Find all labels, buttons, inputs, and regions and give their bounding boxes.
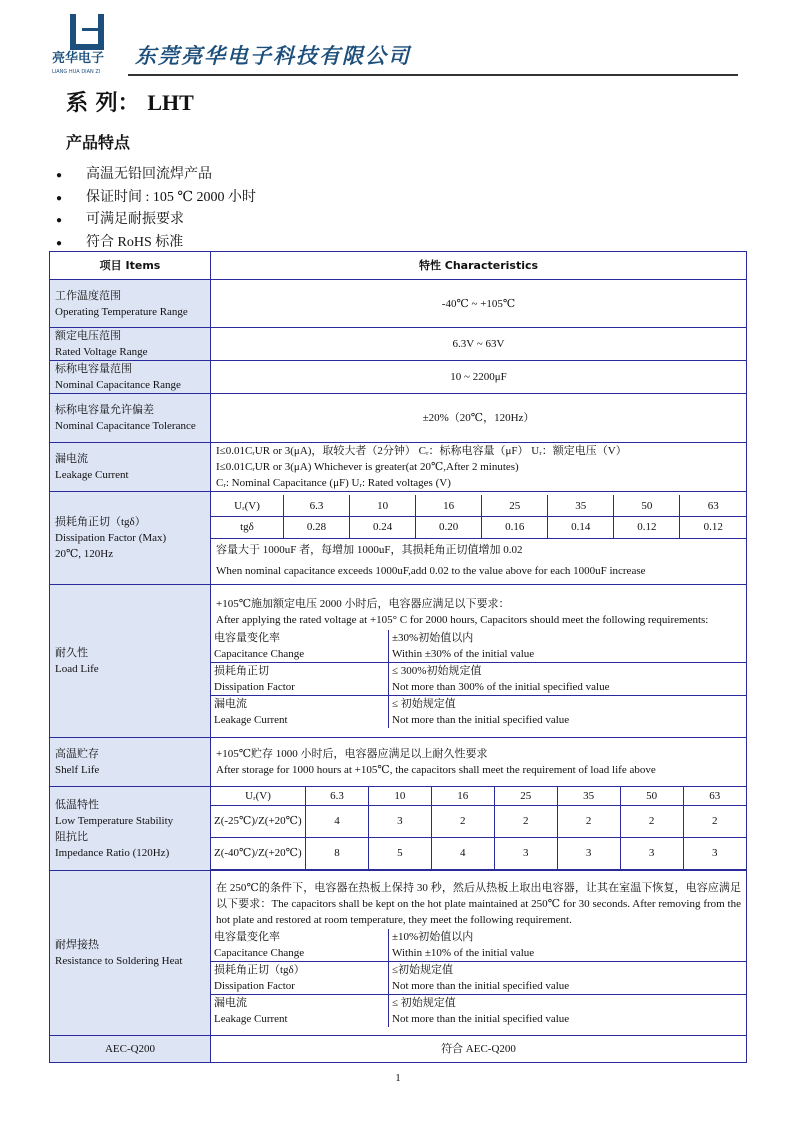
voltage-cell: 10 — [368, 787, 431, 805]
df-note-en: When nominal capacitance exceeds 1000uF,add 0.02 to the value above for each 1000uF increase — [216, 564, 646, 577]
criteria-name — [211, 961, 389, 994]
table-header — [50, 252, 747, 280]
criteria-row — [211, 696, 746, 729]
text-line: I≤0.01CᵣUR or 3(μA) Whichever is greater(at 20℃,After 2 minutes) — [216, 461, 519, 473]
load-intro — [211, 594, 746, 630]
value-cn: ≤ 初始规定值 — [392, 698, 456, 710]
row-leakage — [50, 443, 747, 492]
ratio-cell: 3 — [368, 805, 431, 837]
voltage-cell: 6.3 — [306, 787, 369, 805]
criteria-cn: 电容量变化率 — [214, 632, 280, 644]
label-condition: 20℃, 120Hz — [55, 548, 114, 560]
label-cn: 耐焊接热 — [55, 939, 99, 951]
label-en: Leakage Current — [55, 469, 129, 481]
row-label — [50, 361, 211, 394]
feature-text: 符合 RoHS 标准 — [86, 234, 184, 250]
header-items: 项目 Items — [50, 252, 211, 280]
feature-text: 保证时间 : 105 ℃ 2000 小时 — [86, 189, 257, 205]
value-en: Within ±30% of the initial value — [392, 648, 535, 660]
ratio-cell: 2 — [683, 805, 746, 837]
ratio-cell: 2 — [494, 805, 557, 837]
ur-label: Uᵣ(V) — [211, 787, 306, 805]
row-label — [50, 492, 211, 585]
label-cn: 损耗角正切（tgδ） — [55, 516, 146, 528]
feature-text: 高温无铅回流焊产品 — [86, 167, 212, 182]
value-cn: ≤ 初始规定值 — [392, 996, 456, 1009]
value-en: Not more than the initial specified value — [392, 979, 570, 992]
label-en: Nominal Capacitance Range — [55, 379, 181, 391]
label-cn: 高温贮存 — [55, 748, 99, 760]
criteria-value — [389, 663, 747, 696]
ratio-label: Z(-40℃)/Z(+20℃) — [211, 837, 306, 869]
feature-text: 可满足耐振要求 — [86, 212, 184, 227]
logo-text: 亮华电子 — [52, 51, 105, 66]
criteria-name — [211, 929, 389, 962]
label-cn: 额定电压范围 — [55, 330, 121, 342]
criteria-en: Dissipation Factor — [214, 681, 295, 693]
spec-section — [49, 251, 747, 1085]
criteria-cn: 漏电流 — [214, 698, 247, 710]
shelf-en: After storage for 1000 hours at +105℃, the capacitors shall meet the requirement of load life above — [216, 764, 656, 776]
features-list — [56, 164, 256, 254]
criteria-name — [211, 696, 389, 729]
series-label: 系 列： — [66, 91, 140, 116]
row-label — [50, 280, 211, 328]
label-en: Shelf Life — [55, 764, 100, 776]
criteria-name — [211, 994, 389, 1027]
ratio-cell: 3 — [557, 837, 620, 869]
criteria-row — [211, 961, 746, 994]
label-en2: Impedance Ratio (120Hz) — [55, 846, 170, 859]
row-low-temperature — [50, 787, 747, 871]
voltage-cell: 35 — [557, 787, 620, 805]
value-cn: ±30%初始值以内 — [392, 632, 474, 644]
row-label — [50, 871, 211, 1036]
row-label — [50, 787, 211, 871]
ratio-cell: 2 — [620, 805, 683, 837]
ratio-cell: 2 — [557, 805, 620, 837]
ratio-cell: 5 — [368, 837, 431, 869]
ratio-cell: 3 — [683, 837, 746, 869]
label-en: Operating Temperature Range — [55, 305, 188, 318]
ratio-cell: 4 — [431, 837, 494, 869]
value-en: Not more than the initial specified value — [392, 1012, 570, 1025]
criteria-en: Dissipation Factor — [214, 979, 295, 992]
row-value: 符合 AEC-Q200 — [211, 1036, 747, 1063]
text-line: Cᵣ: Nominal Capacitance (μF) Uᵣ: Rated voltages (V) — [216, 477, 451, 489]
value-cn: ≤ 300%初始规定值 — [392, 665, 482, 677]
feature-item — [56, 164, 256, 187]
row-tolerance — [50, 394, 747, 443]
value-cn: ±10%初始值以内 — [392, 930, 474, 943]
row-temperature — [50, 280, 747, 328]
criteria-row — [211, 994, 746, 1027]
label-cn2: 阻抗比 — [55, 830, 88, 843]
bullet-icon: ● — [56, 170, 63, 181]
row-value — [211, 738, 747, 787]
lt-voltage-row — [211, 787, 746, 805]
label-en: Dissipation Factor (Max) — [55, 532, 167, 544]
df-table — [211, 495, 746, 539]
tg-cell: 0.12 — [680, 516, 746, 538]
row-capacitance — [50, 361, 747, 394]
ratio-cell: 4 — [306, 805, 369, 837]
shelf-cn: +105℃贮存 1000 小时后，电容器应满足以上耐久性要求 — [216, 748, 488, 760]
row-value — [211, 492, 747, 585]
voltage-cell: 50 — [620, 787, 683, 805]
impedance-table — [211, 787, 746, 870]
voltage-cell: 16 — [416, 495, 482, 516]
voltage-cell: 63 — [683, 787, 746, 805]
row-dissipation — [50, 492, 747, 585]
features-title: 产品特点 — [66, 133, 131, 152]
company-logo — [50, 14, 122, 76]
ratio-cell: 8 — [306, 837, 369, 869]
criteria-en: Capacitance Change — [214, 946, 305, 959]
label-en: Load Life — [55, 663, 99, 675]
criteria-name — [211, 663, 389, 696]
criteria-en: Leakage Current — [214, 1012, 288, 1025]
voltage-cell: 63 — [680, 495, 746, 516]
row-aec — [50, 1036, 747, 1063]
value-en: Within ±10% of the initial value — [392, 946, 535, 959]
lt-row-40 — [211, 837, 746, 869]
voltage-cell: 16 — [431, 787, 494, 805]
ratio-label: Z(-25℃)/Z(+20℃) — [211, 805, 306, 837]
row-label: AEC-Q200 — [50, 1036, 211, 1063]
voltage-cell: 50 — [614, 495, 680, 516]
lt-row-25 — [211, 805, 746, 837]
intro-cn: +105℃施加额定电压 2000 小时后，电容器应满足以下要求： — [216, 598, 510, 610]
label-en: Resistance to Soldering Heat — [55, 955, 183, 967]
row-soldering-heat — [50, 871, 747, 1036]
label-cn: 标称电容量允许偏差 — [55, 404, 154, 416]
label-cn: 低温特性 — [55, 798, 99, 811]
solder-criteria-table — [211, 929, 746, 1027]
label-cn: 标称电容量范围 — [55, 363, 132, 375]
row-load-life — [50, 585, 747, 738]
label-cn: 工作温度范围 — [55, 289, 121, 302]
criteria-value — [389, 961, 747, 994]
voltage-cell: 10 — [350, 495, 416, 516]
row-label — [50, 585, 211, 738]
series-title — [66, 86, 194, 117]
value-cn: ≤初始规定值 — [392, 963, 454, 976]
criteria-name — [211, 630, 389, 663]
solder-intro: 在 250℃的条件下，电容器在热板上保持 30 秒，然后从热板上取出电容器，让其在室温下恢复，电容应满足以下要求：The capacitors shall be kept on the hot plate maintained at 250℃ for 30 seconds. After removing from the hot plate and restored at room temperature, they meet the following requirement. — [216, 881, 741, 926]
df-note-cn: 容量大于 1000uF 者，每增加 1000uF，其损耗角正切值增加 0.02 — [216, 543, 523, 556]
tg-cell: 0.20 — [416, 516, 482, 538]
criteria-cn: 损耗角正切 — [214, 665, 269, 677]
row-value: ±20%（20℃，120Hz） — [211, 394, 747, 443]
feature-item — [56, 209, 256, 232]
df-voltage-row — [211, 495, 746, 516]
row-value — [211, 585, 747, 738]
feature-item — [56, 187, 256, 210]
criteria-cn: 损耗角正切（tgδ） — [214, 963, 305, 976]
bullet-icon: ● — [56, 237, 63, 249]
df-value-row — [211, 516, 746, 538]
value-en: Not more than the initial specified value — [392, 714, 570, 726]
row-value — [211, 787, 747, 871]
series-value: LHT — [147, 90, 194, 115]
voltage-cell: 25 — [482, 495, 548, 516]
header-characteristics: 特性 Characteristics — [211, 252, 747, 280]
voltage-cell: 25 — [494, 787, 557, 805]
ratio-cell: 2 — [431, 805, 494, 837]
page-number: 1 — [395, 1072, 401, 1084]
row-value — [211, 443, 747, 492]
tg-label: tgδ — [211, 516, 284, 538]
criteria-row — [211, 929, 746, 962]
bullet-icon: ● — [56, 215, 63, 226]
tg-cell: 0.16 — [482, 516, 548, 538]
voltage-cell: 35 — [548, 495, 614, 516]
tg-cell: 0.12 — [614, 516, 680, 538]
criteria-cn: 漏电流 — [214, 996, 247, 1009]
criteria-value — [389, 929, 747, 962]
criteria-row — [211, 663, 746, 696]
row-value — [211, 871, 747, 1036]
ratio-cell: 3 — [494, 837, 557, 869]
criteria-value — [389, 696, 747, 729]
text-line: I≤0.01CᵣUR or 3(μA)，取较大者（2分钟） Cᵣ：标称电容量（μF） Uᵣ：额定电压（V） — [216, 445, 627, 457]
criteria-value — [389, 994, 747, 1027]
spec-table — [49, 251, 747, 1063]
load-criteria-table — [211, 630, 746, 728]
criteria-en: Capacitance Change — [214, 648, 305, 660]
intro-en: After applying the rated voltage at +105° C for 2000 hours, Capacitors should meet the following requirements: — [216, 614, 709, 626]
label-en: Nominal Capacitance Tolerance — [55, 420, 196, 432]
row-value: 6.3V ~ 63V — [211, 328, 747, 361]
lh-logo-icon — [64, 14, 110, 52]
bullet-icon: ● — [56, 192, 63, 204]
row-value: -40℃ ~ +105℃ — [211, 280, 747, 328]
company-name: 东莞亮华电子科技有限公司 — [135, 44, 411, 68]
criteria-row — [211, 630, 746, 663]
tg-cell: 0.24 — [350, 516, 416, 538]
row-label — [50, 738, 211, 787]
voltage-cell: 6.3 — [284, 495, 350, 516]
criteria-en: Leakage Current — [214, 714, 288, 726]
label-en: Low Temperature Stability — [55, 814, 174, 827]
row-shelf-life — [50, 738, 747, 787]
logo-subtext: LIANG HUA DIAN ZI — [52, 69, 101, 75]
label-cn: 漏电流 — [55, 453, 88, 465]
tg-cell: 0.14 — [548, 516, 614, 538]
row-label — [50, 328, 211, 361]
row-value: 10 ~ 2200μF — [211, 361, 747, 394]
header-divider — [128, 74, 738, 76]
value-en: Not more than 300% of the initial specified value — [392, 681, 610, 693]
label-en: Rated Voltage Range — [55, 346, 148, 358]
criteria-cn: 电容量变化率 — [214, 930, 280, 943]
ratio-cell: 3 — [620, 837, 683, 869]
ur-label: Uᵣ(V) — [211, 495, 284, 516]
tg-cell: 0.28 — [284, 516, 350, 538]
row-label — [50, 394, 211, 443]
row-label — [50, 443, 211, 492]
criteria-value — [389, 630, 747, 663]
label-cn: 耐久性 — [55, 647, 88, 659]
row-voltage — [50, 328, 747, 361]
